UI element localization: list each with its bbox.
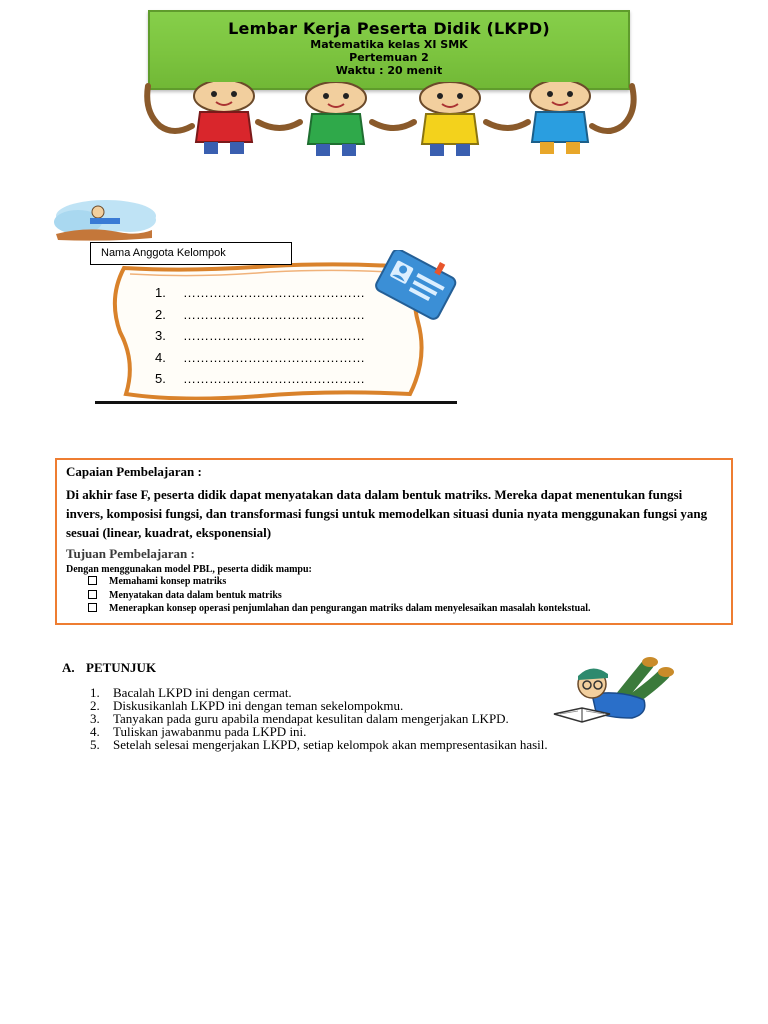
- children-holding-banner-illustration: [140, 82, 640, 162]
- petunjuk-item: 4. Tuliskan jawabanmu pada LKPD ini.: [90, 724, 307, 739]
- id-card-icon: [370, 250, 464, 322]
- petunjuk-item: 5. Setelah selesai mengerjakan LKPD, setiap kelompok akan mempresentasikan hasil.: [90, 737, 548, 752]
- tujuan-intro: Dengan menggunakan model PBL, peserta didik mampu:: [66, 564, 312, 575]
- kid-red-icon: [194, 82, 254, 154]
- member-fill-line: ……………………………………: [183, 328, 365, 343]
- member-row-5[interactable]: 5. ……………………………………: [155, 371, 365, 386]
- members-list: [155, 285, 365, 393]
- petunjuk-list: [90, 686, 548, 751]
- kid-blue-icon: [530, 82, 590, 154]
- member-row-1[interactable]: 1. ……………………………………: [155, 285, 365, 300]
- subject-line: Matematika kelas XI SMK: [310, 38, 468, 51]
- duration-line: Waktu : 20 menit: [335, 64, 443, 77]
- checkbox-icon[interactable]: [88, 576, 97, 585]
- worksheet-title: Lembar Kerja Peserta Didik (LKPD): [228, 19, 550, 38]
- tujuan-item: Memahami konsep matriks: [88, 575, 722, 589]
- learning-outcomes-box: [55, 458, 733, 625]
- member-row-2[interactable]: 2. ……………………………………: [155, 306, 365, 322]
- capaian-body: Di akhir fase F, peserta didik dapat menyatakan data dalam bentuk matriks. Mereka dapat menentukan fungsi invers, komposisi fungsi, dan transformasi fungsi untuk memodelkan situasi dunia nyata menggunakan fungsi yang sesuai (linear, kuadrat, eksponensial): [66, 487, 708, 540]
- member-fill-line: ……………………………………: [183, 371, 365, 386]
- title-banner: [148, 10, 630, 90]
- member-row-3[interactable]: 3. ……………………………………: [155, 328, 365, 343]
- section-letter: A.: [62, 660, 75, 675]
- tujuan-title: Tujuan Pembelajaran :: [66, 546, 195, 561]
- members-label: Nama Anggota Kelompok: [90, 242, 292, 265]
- checkbox-icon[interactable]: [88, 603, 97, 612]
- member-row-4[interactable]: 4. ……………………………………: [155, 349, 365, 365]
- member-fill-line: ……………………………………: [183, 349, 365, 365]
- petunjuk-title: PETUNJUK: [86, 660, 157, 675]
- member-fill-line: ……………………………………: [183, 306, 365, 322]
- tujuan-list: [66, 575, 722, 616]
- petunjuk-item: 3. Tanyakan pada guru apabila mendapat kesulitan dalam mengerjakan LKPD.: [90, 711, 509, 726]
- kid-yellow-icon: [420, 82, 480, 156]
- petunjuk-heading: [62, 660, 156, 676]
- capaian-title: Capaian Pembelajaran :: [66, 464, 202, 479]
- member-fill-line: ……………………………………: [183, 285, 365, 300]
- checkbox-icon[interactable]: [88, 590, 97, 599]
- reading-student-illustration: [552, 656, 674, 734]
- section-divider: [95, 401, 457, 404]
- kid-green-icon: [306, 82, 366, 156]
- meeting-line: Pertemuan 2: [349, 51, 429, 64]
- kids-on-cloud-illustration: [48, 196, 160, 248]
- petunjuk-item: 1. Bacalah LKPD ini dengan cermat.: [90, 685, 292, 700]
- tujuan-item: Menyatakan data dalam bentuk matriks: [88, 589, 722, 603]
- tujuan-item: Menerapkan konsep operasi penjumlahan dan pengurangan matriks dalam menyelesaikan masalah kontekstual.: [88, 602, 722, 616]
- petunjuk-item: 2. Diskusikanlah LKPD ini dengan teman sekelompokmu.: [90, 698, 404, 713]
